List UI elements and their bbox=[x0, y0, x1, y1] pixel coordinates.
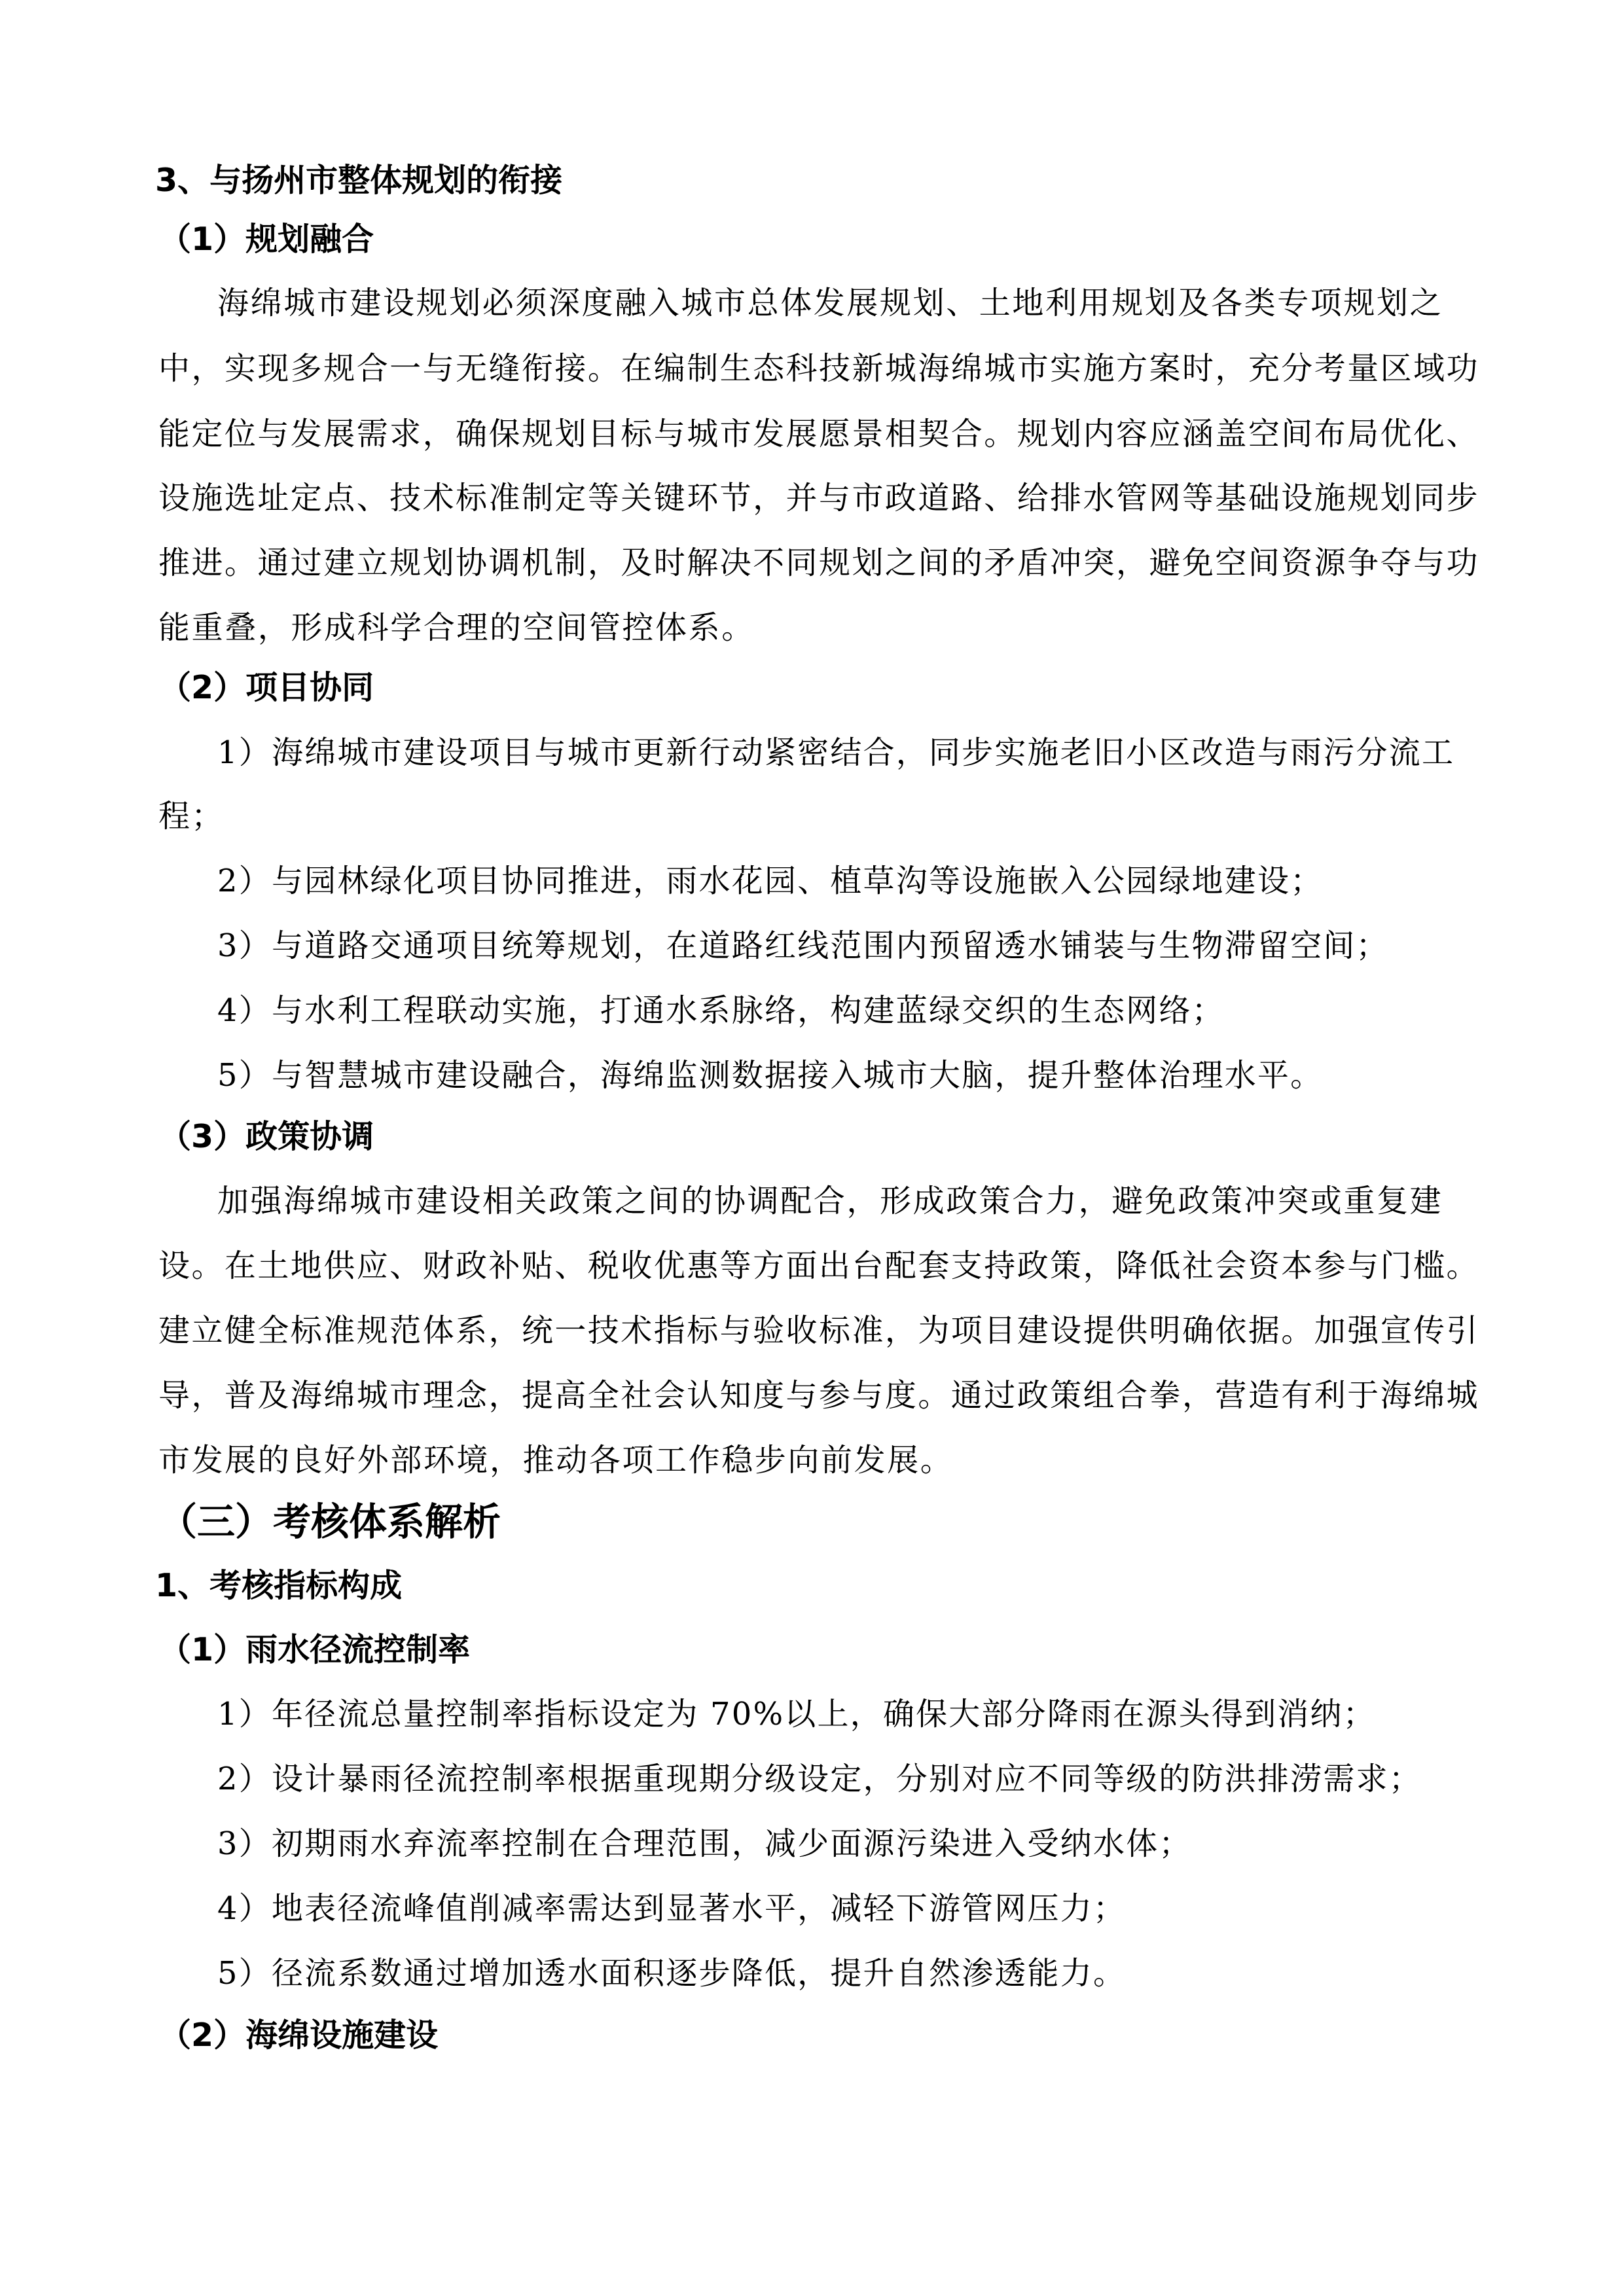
paragraph-line: 导，普及海绵城市理念，提高全社会认知度与参与度。通过政策组合拳，营造有利于海绵城 bbox=[158, 1377, 1480, 1414]
paragraph-line: 能重叠，形成科学合理的空间管控体系。 bbox=[158, 609, 755, 646]
paragraph-line: 推进。通过建立规划协调机制，及时解决不同规划之间的矛盾冲突，避免空间资源争夺与功 bbox=[158, 545, 1480, 581]
paragraph-line: 中，实现多规合一与无缝衔接。在编制生态科技新城海绵城市实施方案时，充分考量区域功 bbox=[158, 350, 1480, 387]
list-item: 5）与智慧城市建设融合，海绵监测数据接入城市大脑，提升整体治理水平。 bbox=[217, 1057, 1324, 1094]
list-item: 2）与园林绿化项目协同推进，雨水花园、植草沟等设施嵌入公园绿地建设； bbox=[217, 863, 1324, 899]
paragraph-line: 加强海绵城市建设相关政策之间的协调配合，形成政策合力，避免政策冲突或重复建 bbox=[217, 1183, 1443, 1219]
paragraph-line: 设。在土地供应、财政补贴、税收优惠等方面出台配套支持政策，降低社会资本参与门槛。 bbox=[158, 1247, 1480, 1284]
list-item: 4）与水利工程联动实施，打通水系脉络，构建蓝绿交织的生态网络； bbox=[217, 992, 1225, 1029]
list-item: 1）海绵城市建设项目与城市更新行动紧密结合，同步实施老旧小区改造与雨污分流工 bbox=[217, 734, 1455, 771]
part-heading: （三）考核体系解析 bbox=[159, 1499, 501, 1544]
subsection-heading: （3）政策协调 bbox=[159, 1118, 374, 1155]
list-item: 5）径流系数通过增加透水面积逐步降低，提升自然渗透能力。 bbox=[217, 1955, 1127, 1992]
subsection-heading: （2）海绵设施建设 bbox=[159, 2017, 439, 2054]
list-item: 1）年径流总量控制率指标设定为 70%以上，确保大部分降雨在源头得到消纳； bbox=[217, 1696, 1376, 1732]
paragraph-line: 设施选址定点、技术标准制定等关键环节，并与市政道路、给排水管网等基础设施规划同步 bbox=[158, 480, 1480, 516]
list-item: 4）地表径流峰值削减率需达到显著水平，减轻下游管网压力； bbox=[217, 1890, 1127, 1927]
subsection-heading: （1）雨水径流控制率 bbox=[159, 1631, 471, 1668]
section-heading: 3、与扬州市整体规划的衔接 bbox=[155, 162, 563, 199]
subsection-heading: （1）规划融合 bbox=[159, 221, 374, 258]
list-item-continuation: 程； bbox=[158, 798, 225, 834]
paragraph-line: 能定位与发展需求，确保规划目标与城市发展愿景相契合。规划内容应涵盖空间布局优化、 bbox=[158, 416, 1480, 452]
paragraph-line: 市发展的良好外部环境，推动各项工作稳步向前发展。 bbox=[158, 1442, 954, 1479]
list-item: 3）初期雨水弃流率控制在合理范围，减少面源污染进入受纳水体； bbox=[217, 1825, 1192, 1862]
list-item: 2）设计暴雨径流控制率根据重现期分级设定，分别对应不同等级的防洪排涝需求； bbox=[217, 1761, 1422, 1797]
paragraph-line: 海绵城市建设规划必须深度融入城市总体发展规划、土地利用规划及各类专项规划之 bbox=[217, 285, 1443, 321]
subsection-heading: （2）项目协同 bbox=[159, 669, 374, 706]
list-item: 3）与道路交通项目统筹规划，在道路红线范围内预留透水铺装与生物滞留空间； bbox=[217, 927, 1389, 964]
section-heading: 1、考核指标构成 bbox=[155, 1567, 403, 1604]
paragraph-line: 建立健全标准规范体系，统一技术指标与验收标准，为项目建设提供明确依据。加强宣传引 bbox=[158, 1312, 1480, 1349]
